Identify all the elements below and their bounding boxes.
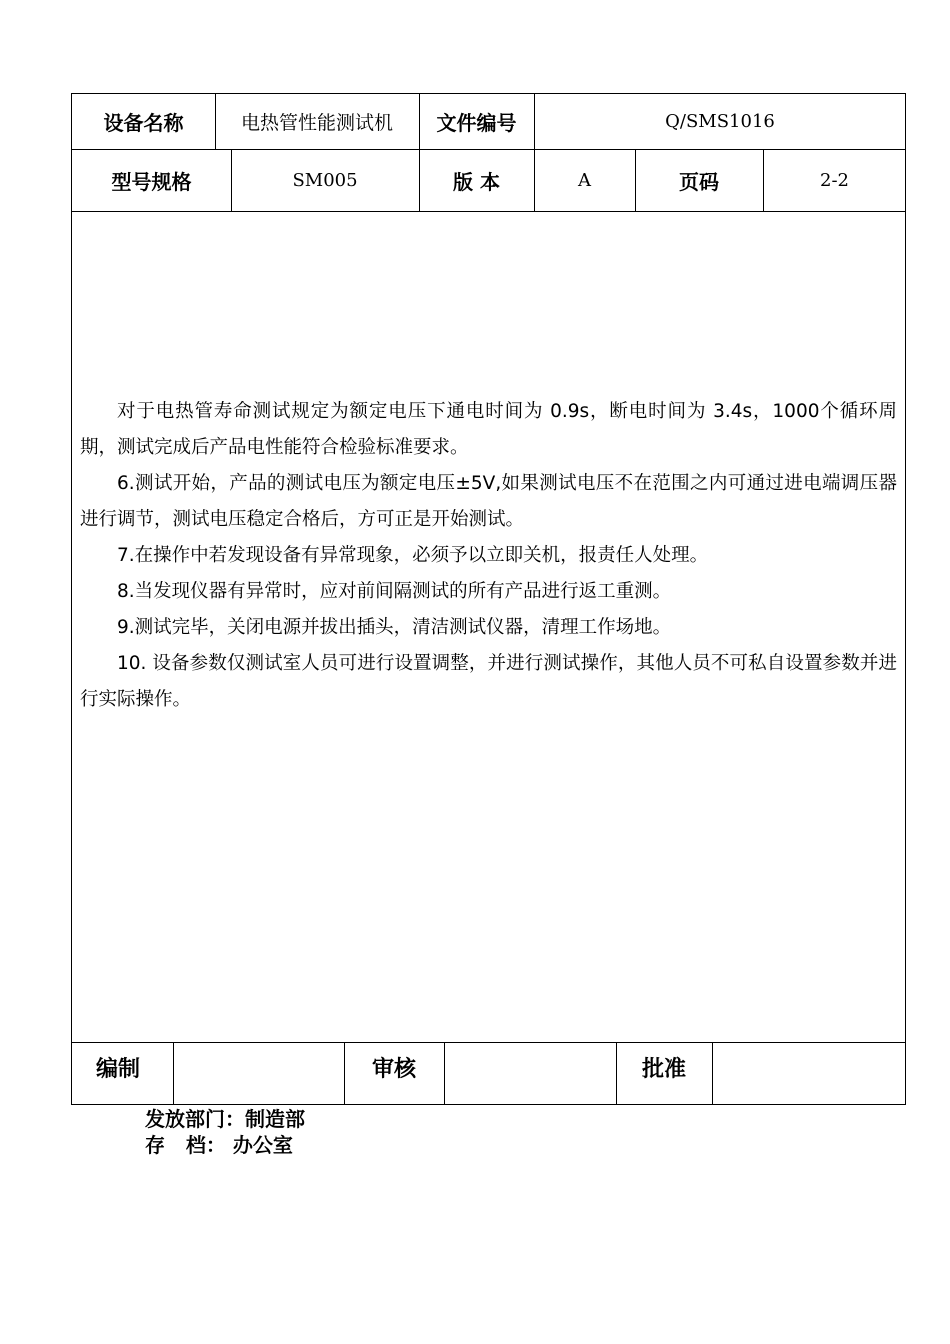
file-no-label: 文件编号 [436, 111, 517, 135]
header-bottom-divider [72, 211, 905, 212]
document-sheet [71, 93, 906, 1105]
reviewed-value [444, 1042, 616, 1104]
model-label: 型号规格 [111, 169, 192, 194]
model-value: SM005 [292, 169, 358, 191]
approved-value [712, 1042, 906, 1104]
version-value: A [578, 169, 591, 191]
distribution-department: 发放部门：制造部 [145, 1107, 305, 1131]
prepared-label: 编制 [95, 1056, 140, 1082]
prepared-value [173, 1042, 344, 1104]
paragraph: 6.测试开始，产品的测试电压为额定电压±5V,如果测试电压不在范围之内可通过进电端调压器进行调节，测试电压稳定合格后，方可正是开始测试。 [80, 473, 897, 530]
distribution-archive: 存 档： 办公室 [145, 1133, 293, 1157]
paragraph: 对于电热管寿命测试规定为额定电压下通电时间为 0.9s，断电时间为 3.4s，1000个循环周期，测试完成后产品电性能符合检验标准要求。 [80, 401, 897, 458]
version-label: 版 本 [453, 169, 500, 194]
paragraph: 7.在操作中若发现设备有异常现象，必须予以立即关机，报责任人处理。 [117, 545, 709, 566]
approved-label: 批准 [641, 1056, 686, 1082]
paragraph: 9.测试完毕，关闭电源并拔出插头，清洁测试仪器，清理工作场地。 [117, 617, 672, 638]
procedure-text [80, 394, 897, 718]
page-value: 2-2 [820, 169, 849, 191]
paragraph: 8.当发现仪器有异常时，应对前间隔测试的所有产品进行返工重测。 [117, 581, 672, 602]
page-label: 页码 [679, 169, 719, 194]
device-name-label: 设备名称 [103, 111, 184, 135]
device-name-value: 电热管性能测试机 [240, 112, 393, 134]
paragraph: 10. 设备参数仅测试室人员可进行设置调整，并进行测试操作，其他人员不可私自设置参数并进行实际操作。 [80, 653, 897, 710]
reviewed-label: 审核 [371, 1056, 416, 1082]
file-no-value: Q/SMS1016 [665, 111, 775, 132]
